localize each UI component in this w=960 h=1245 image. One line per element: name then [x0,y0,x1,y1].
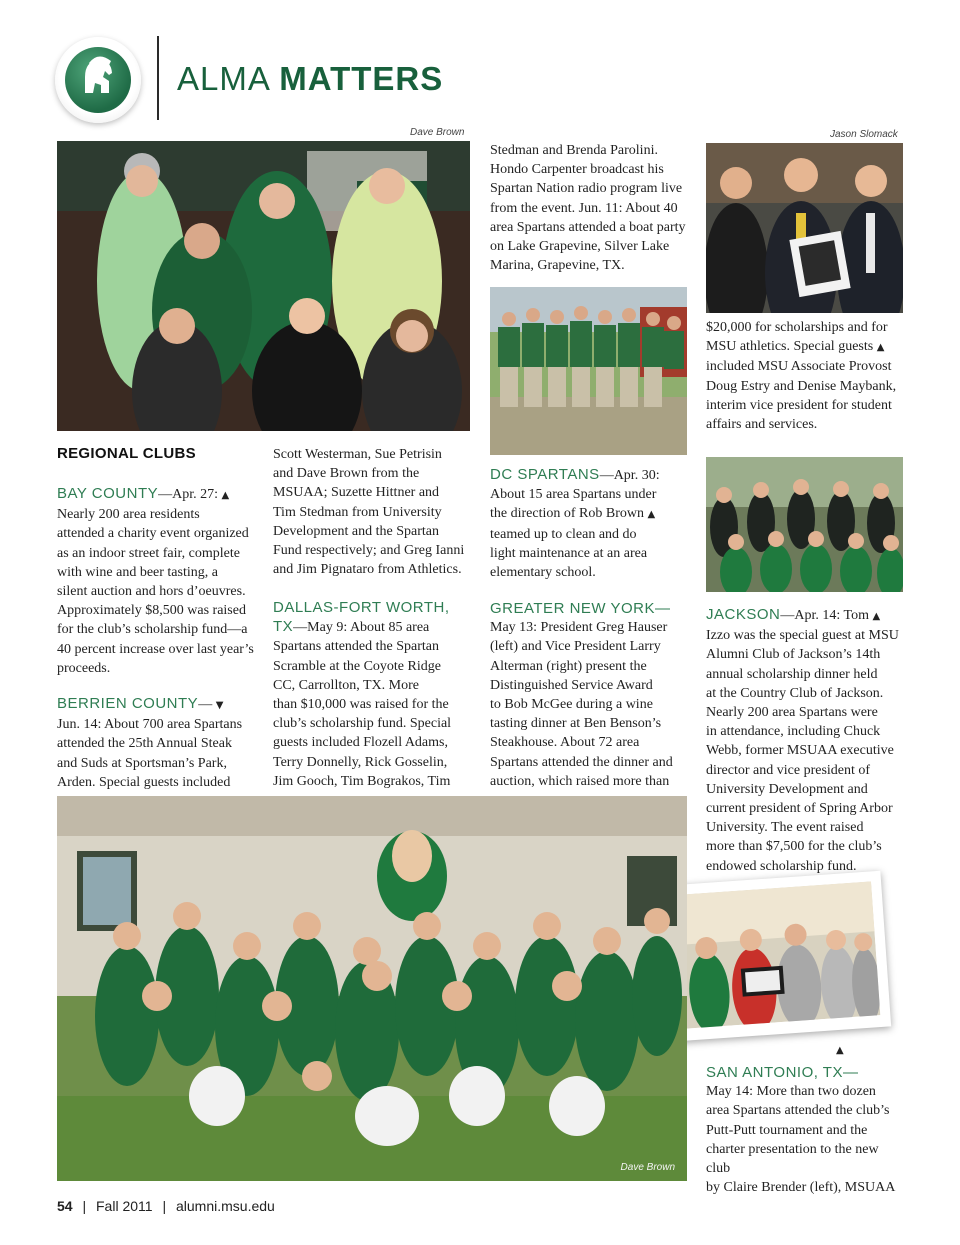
dallas-fort-worth-heading: DALLAS-FORT WORTH, [273,599,450,616]
photo-credit: Jason Slomack [830,129,898,140]
website-url: alumni.msu.edu [175,1198,275,1214]
san-antonio-article: SAN ANTONIO, TX— May 14: More than two dozen area Spartans attended the club’s Putt-Putt tournament and the charter presentation to the new club by Claire Brender (left), MSUAA [706,1063,906,1197]
msu-spartan-logo [55,37,141,123]
page-title: ALMA MATTERS [177,60,444,97]
berrien-county-group-photo [57,796,687,1181]
greater-new-york-continued: $20,000 for scholarships and for MSU athletics. Special guests ▲ included MSU Associate Provost Doug Estry and Denise Maybank, interim vice president for student affairs and services. [706,320,897,433]
spartan-helmet-icon [65,47,131,113]
header-divider [157,36,159,120]
page-number: 54 [57,1198,73,1214]
berrien-county-continued: Scott Westerman, Sue Petrisin and Dave Brown from the MSUAA; Suzette Hittner and Tim Stedman from University Development and the Spartan Fund respectively; and Greg Ianni and Jim Pignataro from Athletics. [273,447,465,578]
jackson-article: JACKSON—Apr. 14: Tom ▲ Izzo was the special guest at MSU Alumni Club of Jackson’s 14th annual scholarship dinner held at the Country Club of Jackson. Nearly 200 area Spartans were in attendance, including Chuck Webb, former MSUAA executive director and vice president of University Development and current president of Spring Arbor University. The event raised more than $7,500 for the club’s endowed scholarship fund. [706,606,899,874]
triangle-up-icon: ▲ [647,509,656,521]
page-footer: 54 | Fall 2011 | alumni.msu.edu [57,1198,275,1214]
triangle-up-icon: ▲ [876,342,885,354]
photo-credit: Dave Brown [620,1162,675,1173]
jackson-photo [706,457,903,592]
triangle-up-icon: ▲ [872,611,881,622]
triangle-down-icon: ▼ [215,700,224,711]
san-antonio-polaroid-photo [667,871,891,1042]
triangle-up-icon: ▲ [221,490,230,501]
bay-county-heading: BAY COUNTY [57,485,159,502]
greater-new-york-photo [706,143,903,313]
issue-label: Fall 2011 [96,1198,153,1214]
berrien-county-heading: BERRIEN COUNTY [57,695,199,712]
dallas-fort-worth-article: DALLAS-FORT WORTH, TX—May 9: About 85 area Spartans attended the Spartan Scramble at the Coyote Ridge CC, Carrollton, TX. More than $10,000 was raised for the club’s scholarship fund. Special guests included Flozell Adams, Terry Donnelly, Rick Gosselin, Jim Gooch, Tim Bograkos, Tim [273,598,473,791]
photo-credit: Dave Brown [410,127,465,138]
group-photo-bay-county [57,141,470,431]
bay-county-article: BAY COUNTY—Apr. 27: ▲ Nearly 200 area residents attended a charity event organized as an indoor street fair, complete with wine and beer tasting, a silent auction and hors d’oeuvres. Approximately $8,500 was raised for the club’s scholarship fund—a 40 percent increase over last year’s proceeds. [57,485,254,676]
greater-new-york-heading: GREATER NEW YORK— [490,600,671,617]
dallas-fort-worth-continued: Stedman and Brenda Parolini. Hondo Carpenter broadcast his Spartan Nation radio program live from the event. Jun. 11: About 40 area Spartans attended a boat party on Lake Grapevine, Silver Lake Marina, Grapevine, TX. [490,143,686,274]
greater-new-york-article: GREATER NEW YORK— May 13: President Greg Hauser (left) and Vice President Larry Alterman (right) present the Distinguished Service Award to Bob McGee during a wine tasting dinner at Ben Benson’s Steakhouse. About 72 area Spartans attended the dinner and auction, which raised more than [490,599,690,791]
dc-spartans-heading: DC SPARTANS [490,466,600,483]
jackson-heading: JACKSON [706,606,781,623]
san-antonio-heading: SAN ANTONIO, TX— [706,1064,859,1081]
triangle-up-icon: ▲ [836,1045,844,1056]
section-title-regional-clubs: REGIONAL CLUBS [57,445,196,462]
dc-spartans-article: DC SPARTANS—Apr. 30: About 15 area Spartans under the direction of Rob Brown ▲ teamed up to clean and do light maintenance at an area elementary school. [490,466,660,581]
berrien-county-article: BERRIEN COUNTY— ▼ Jun. 14: About 700 area Spartans attended the 25th Annual Steak and Suds at Sportsman’s Park, Arden. Special guests included [57,695,243,790]
dc-spartans-photo [490,287,687,455]
